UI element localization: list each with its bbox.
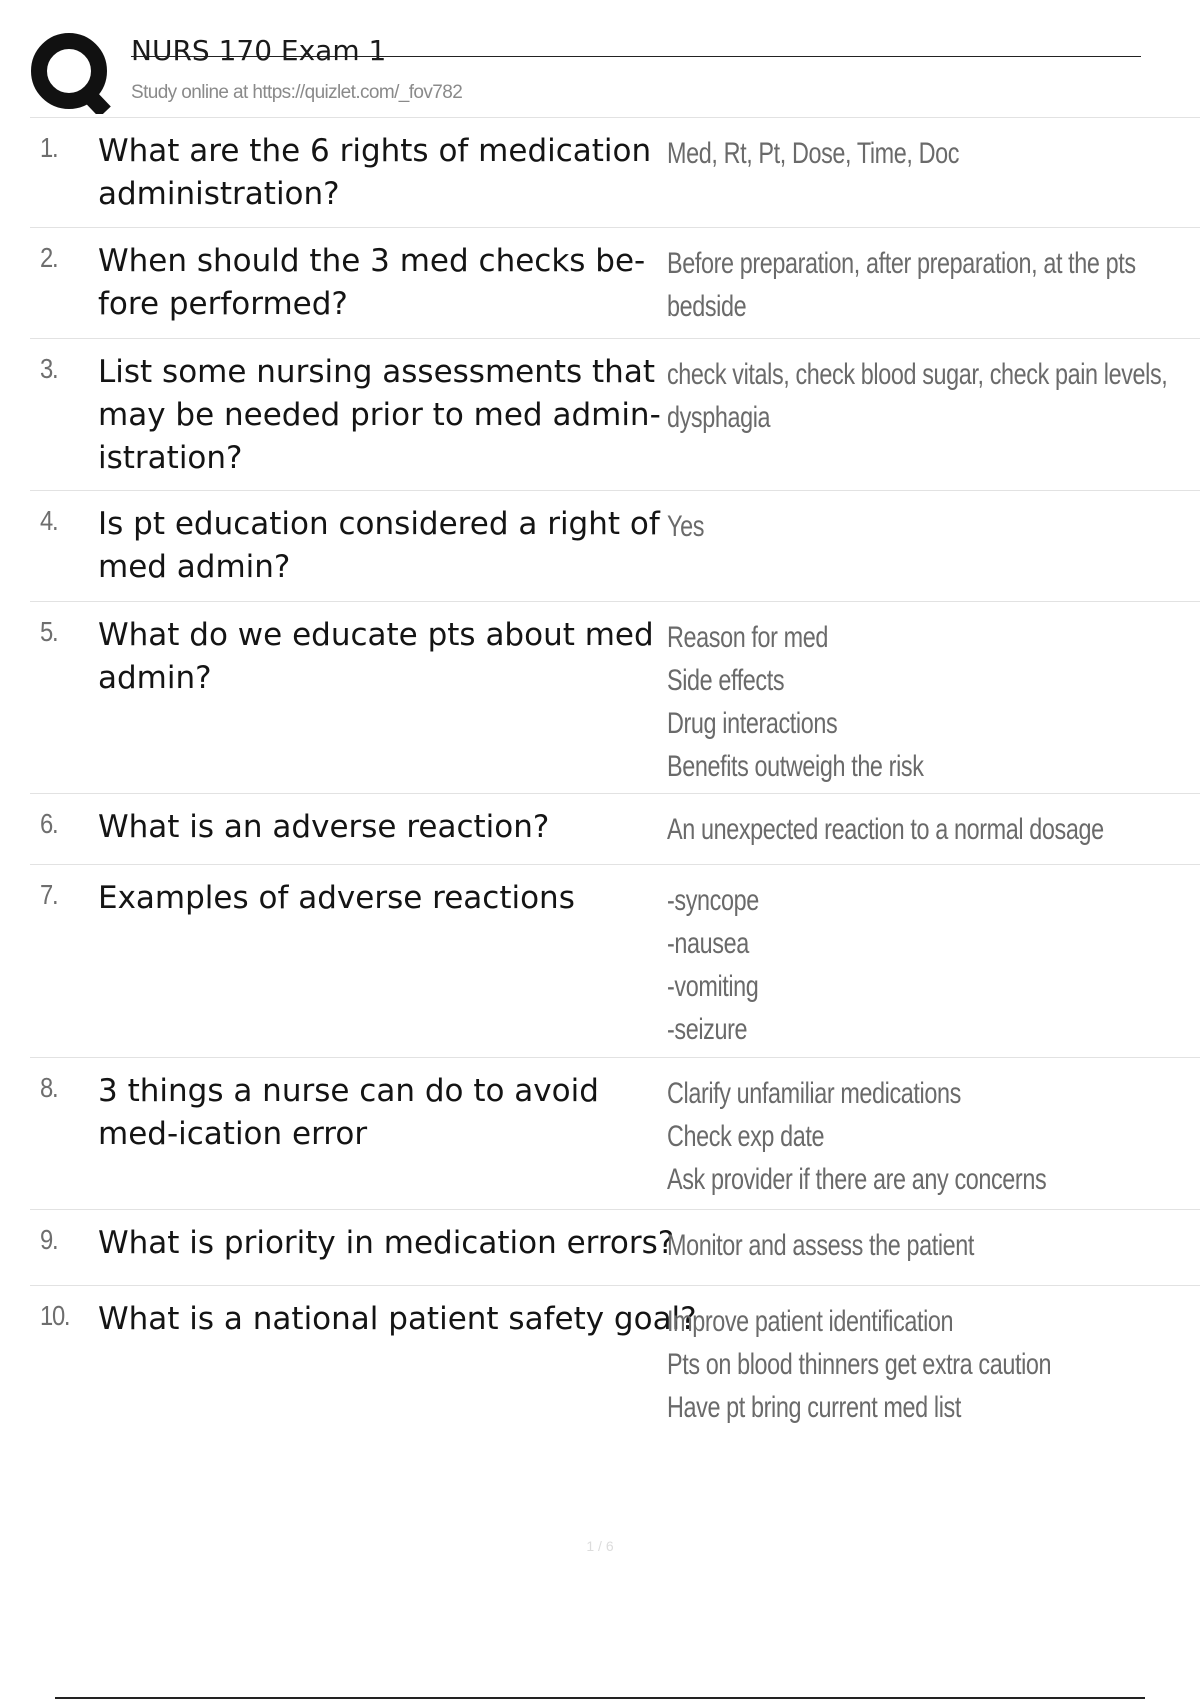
page-number: 1 / 6 xyxy=(586,1538,614,1554)
card-number: 10. xyxy=(40,1300,70,1331)
card-number: 6. xyxy=(40,808,58,839)
card-question: What is priority in medication errors? xyxy=(98,1225,675,1261)
card-answer xyxy=(667,616,1200,788)
card-number: 4. xyxy=(40,505,58,536)
card-answer xyxy=(667,808,1200,851)
answer-line: Drug interactions xyxy=(667,707,838,740)
card-question: What is an adverse reaction? xyxy=(98,809,550,845)
card-answer xyxy=(667,505,1200,548)
card-number: 3. xyxy=(40,353,58,384)
answer-line: dysphagia xyxy=(667,401,771,434)
flashcard-row xyxy=(30,228,1200,339)
card-number: 2. xyxy=(40,242,58,273)
card-question: What do we educate pts about med admin? xyxy=(98,617,654,696)
card-number: 5. xyxy=(40,616,58,647)
document-title: NURS 170 Exam 1 xyxy=(131,34,387,67)
quizlet-logo-icon xyxy=(30,32,112,114)
flashcard-row xyxy=(30,1286,1200,1446)
flashcard-row xyxy=(30,339,1200,491)
answer-line: Clarify unfamiliar medications xyxy=(667,1077,961,1110)
card-question: When should the 3 med checks be-fore performed? xyxy=(98,243,646,322)
card-answer xyxy=(667,353,1200,439)
flashcard-row xyxy=(30,1058,1200,1210)
flashcard-list xyxy=(30,118,1200,1446)
card-answer xyxy=(667,242,1200,328)
flashcard-row xyxy=(30,602,1200,794)
flashcard-row xyxy=(30,1210,1200,1286)
answer-line: Have pt bring current med list xyxy=(667,1391,961,1424)
study-online-link[interactable]: Study online at https://quizlet.com/_fov782 xyxy=(131,82,463,103)
answer-line: bedside xyxy=(667,290,747,323)
answer-line: Side effects xyxy=(667,664,785,697)
answer-line: Pts on blood thinners get extra caution xyxy=(667,1348,1052,1381)
answer-line: -vomiting xyxy=(667,970,759,1003)
card-number: 7. xyxy=(40,879,58,910)
card-question: What are the 6 rights of medication administration? xyxy=(98,133,652,212)
card-question: 3 things a nurse can do to avoid med-ication error xyxy=(98,1073,599,1152)
card-question: Examples of adverse reactions xyxy=(98,880,575,916)
answer-line: Reason for med xyxy=(667,621,829,654)
answer-line: Med, Rt, Pt, Dose, Time, Doc xyxy=(667,137,960,170)
card-answer xyxy=(667,1300,1200,1429)
card-answer xyxy=(667,132,1200,175)
flashcard-row xyxy=(30,118,1200,228)
flashcard-row xyxy=(30,491,1200,602)
page-header xyxy=(0,0,1200,118)
answer-line: Improve patient identification xyxy=(667,1305,954,1338)
answer-line: -syncope xyxy=(667,884,759,917)
card-number: 9. xyxy=(40,1224,58,1255)
answer-line: Monitor and assess the patient xyxy=(667,1229,974,1262)
flashcard-row xyxy=(30,794,1200,865)
answer-line: Benefits outweigh the risk xyxy=(667,750,924,783)
answer-line: -nausea xyxy=(667,927,749,960)
answer-line: Ask provider if there are any concerns xyxy=(667,1163,1047,1196)
card-answer xyxy=(667,1224,1200,1267)
answer-line: Check exp date xyxy=(667,1120,825,1153)
footer-rule xyxy=(55,1697,1145,1699)
flashcard-row xyxy=(30,865,1200,1058)
card-question: What is a national patient safety goal? xyxy=(98,1301,697,1337)
card-number: 1. xyxy=(40,132,58,163)
card-question: Is pt education considered a right of med admin? xyxy=(98,506,660,585)
title-rule xyxy=(131,56,1141,57)
card-number: 8. xyxy=(40,1072,58,1103)
answer-line: An unexpected reaction to a normal dosage xyxy=(667,813,1104,846)
card-answer xyxy=(667,1072,1200,1201)
card-question: List some nursing assessments that may be needed prior to med admin-istration? xyxy=(98,354,661,476)
answer-line: Before preparation, after preparation, at the pts xyxy=(667,247,1136,280)
answer-line: check vitals, check blood sugar, check pain levels, xyxy=(667,358,1168,391)
answer-line: -seizure xyxy=(667,1013,748,1046)
card-answer xyxy=(667,879,1200,1051)
answer-line: Yes xyxy=(667,510,705,543)
